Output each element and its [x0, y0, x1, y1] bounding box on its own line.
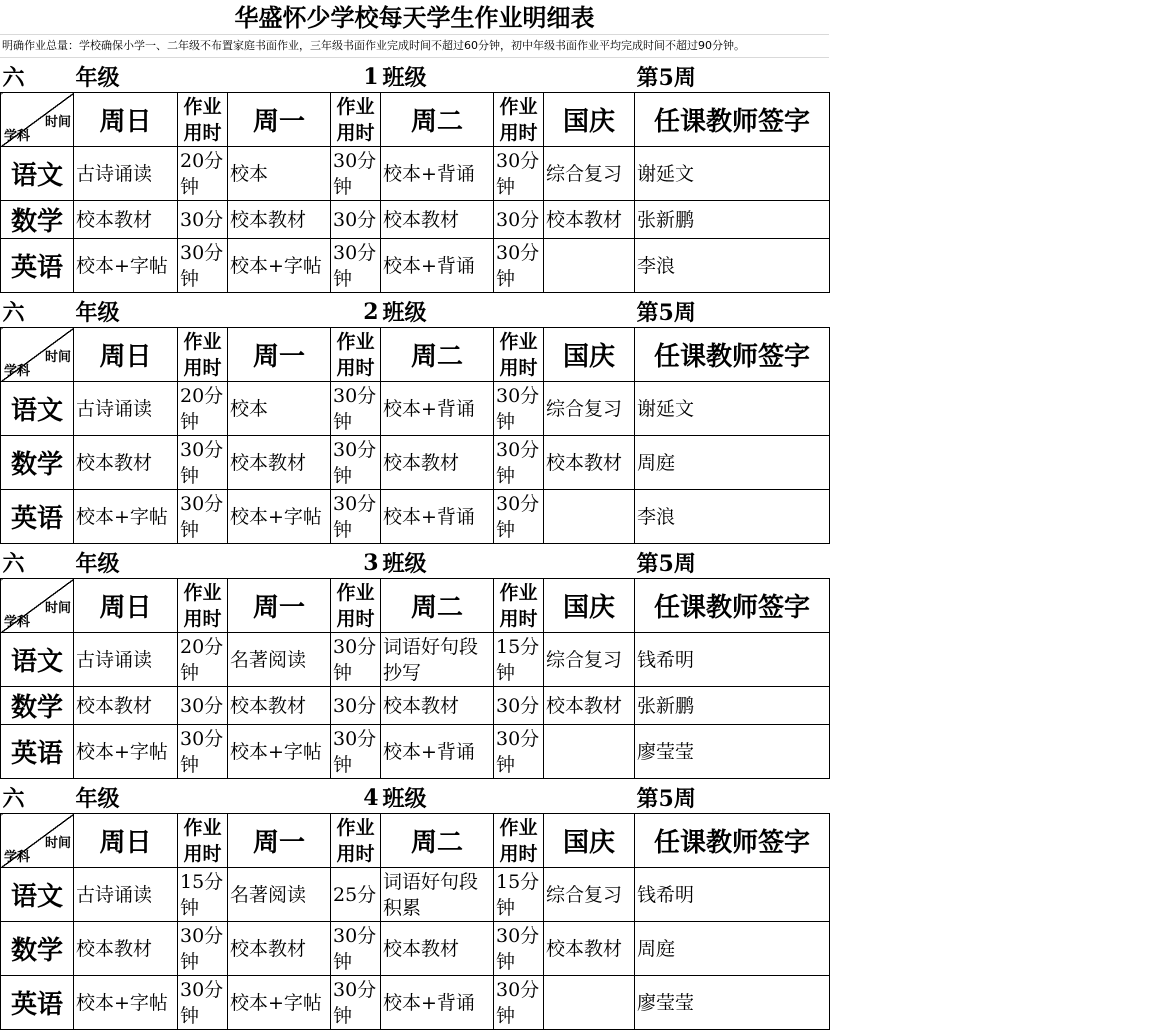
table-row — [1, 633, 830, 687]
week-label: 第5周 — [635, 544, 830, 579]
sunday-homework: 校本教材 — [74, 201, 178, 239]
teacher-signature: 李浪 — [635, 490, 830, 544]
tuesday-duration: 30分钟 — [494, 922, 544, 976]
monday-homework: 校本教材 — [228, 201, 331, 239]
sunday-homework: 古诗诵读 — [74, 868, 178, 922]
week-label: 第5周 — [635, 293, 830, 328]
corner-time-label: 时间 — [44, 350, 71, 365]
tuesday-duration: 15分钟 — [494, 868, 544, 922]
header-duration: 作业 用时 — [494, 93, 544, 147]
monday-duration: 30分钟 — [331, 490, 381, 544]
class-number: 4 — [178, 779, 381, 814]
teacher-signature: 张新鹏 — [635, 687, 830, 725]
grade-value: 六 — [1, 293, 74, 328]
corner-subject-label: 学科 — [4, 129, 31, 144]
sunday-homework: 古诗诵读 — [74, 382, 178, 436]
subject-cell: 英语 — [1, 490, 74, 544]
header-monday: 周一 — [228, 814, 331, 868]
header-duration: 作业 用时 — [178, 814, 228, 868]
sunday-homework: 校本教材 — [74, 687, 178, 725]
corner-subject-label: 学科 — [4, 850, 31, 865]
monday-duration: 30分钟 — [331, 976, 381, 1030]
monday-duration: 30分钟 — [331, 633, 381, 687]
class-number: 3 — [178, 544, 381, 579]
monday-homework: 校本教材 — [228, 436, 331, 490]
header-duration: 作业 用时 — [178, 328, 228, 382]
subject-cell: 语文 — [1, 147, 74, 201]
corner-time-label: 时间 — [44, 115, 71, 130]
header-duration: 作业 用时 — [178, 579, 228, 633]
tuesday-homework: 校本+背诵 — [381, 382, 494, 436]
table-header-row — [1, 93, 830, 147]
table-row — [1, 725, 830, 779]
header-teacher: 任课教师签字 — [635, 93, 830, 147]
monday-duration: 30分钟 — [331, 382, 381, 436]
teacher-signature: 廖莹莹 — [635, 976, 830, 1030]
sunday-duration: 30分钟 — [178, 976, 228, 1030]
subject-cell: 数学 — [1, 436, 74, 490]
monday-homework: 名著阅读 — [228, 633, 331, 687]
monday-homework: 校本+字帖 — [228, 976, 331, 1030]
sunday-homework: 古诗诵读 — [74, 633, 178, 687]
tuesday-duration: 15分钟 — [494, 633, 544, 687]
teacher-signature: 周庭 — [635, 922, 830, 976]
table-row — [1, 239, 830, 293]
grade-label: 年级 — [74, 58, 178, 93]
grade-value: 六 — [1, 544, 74, 579]
tuesday-homework: 校本+背诵 — [381, 725, 494, 779]
national-day-homework: 综合复习 — [544, 633, 635, 687]
tuesday-duration: 30分钟 — [494, 239, 544, 293]
class-sections — [0, 58, 829, 1030]
monday-duration: 30分钟 — [331, 239, 381, 293]
sunday-duration: 30分钟 — [178, 490, 228, 544]
monday-duration: 30分钟 — [331, 436, 381, 490]
monday-homework: 校本 — [228, 147, 331, 201]
sunday-homework: 校本+字帖 — [74, 725, 178, 779]
class-section — [0, 779, 830, 1030]
corner-cell — [1, 328, 74, 382]
monday-homework: 校本+字帖 — [228, 490, 331, 544]
monday-duration: 30分钟 — [331, 725, 381, 779]
teacher-signature: 钱希明 — [635, 633, 830, 687]
teacher-signature: 谢延文 — [635, 147, 830, 201]
header-duration: 作业 用时 — [494, 814, 544, 868]
grade-label: 年级 — [74, 544, 178, 579]
sunday-duration: 20分钟 — [178, 633, 228, 687]
tuesday-homework: 校本教材 — [381, 687, 494, 725]
subject-cell: 英语 — [1, 976, 74, 1030]
header-tuesday: 周二 — [381, 579, 494, 633]
tuesday-duration: 30分钟 — [494, 436, 544, 490]
notice-text: 明确作业总量：学校确保小学一、二年级不布置家庭书面作业，三年级书面作业完成时间不超过60分钟，初中年级书面作业平均完成时间不超过90分钟。 — [0, 35, 829, 58]
tuesday-duration: 30分钟 — [494, 976, 544, 1030]
week-label: 第5周 — [635, 58, 830, 93]
sunday-duration: 30分钟 — [178, 239, 228, 293]
corner-cell — [1, 93, 74, 147]
tuesday-duration: 30分钟 — [494, 147, 544, 201]
monday-homework: 校本+字帖 — [228, 239, 331, 293]
national-day-homework — [544, 490, 635, 544]
section-info-row — [1, 544, 830, 579]
monday-homework: 校本+字帖 — [228, 725, 331, 779]
table-row — [1, 382, 830, 436]
national-day-homework: 综合复习 — [544, 382, 635, 436]
header-national-day: 国庆 — [544, 579, 635, 633]
sunday-homework: 校本+字帖 — [74, 490, 178, 544]
monday-homework: 校本 — [228, 382, 331, 436]
header-tuesday: 周二 — [381, 93, 494, 147]
teacher-signature: 周庭 — [635, 436, 830, 490]
national-day-homework: 综合复习 — [544, 147, 635, 201]
corner-time-label: 时间 — [44, 601, 71, 616]
tuesday-duration: 30分钟 — [494, 490, 544, 544]
national-day-homework — [544, 725, 635, 779]
national-day-homework — [544, 976, 635, 1030]
table-header-row — [1, 579, 830, 633]
monday-duration: 30分 — [331, 687, 381, 725]
class-number: 2 — [178, 293, 381, 328]
class-section — [0, 293, 830, 544]
header-sunday: 周日 — [74, 93, 178, 147]
header-national-day: 国庆 — [544, 328, 635, 382]
header-duration: 作业 用时 — [331, 579, 381, 633]
monday-homework: 校本教材 — [228, 687, 331, 725]
tuesday-homework: 校本教材 — [381, 436, 494, 490]
class-label: 班级 — [381, 293, 544, 328]
subject-cell: 语文 — [1, 382, 74, 436]
monday-duration: 30分 — [331, 201, 381, 239]
tuesday-duration: 30分钟 — [494, 725, 544, 779]
table-row — [1, 201, 830, 239]
national-day-homework: 校本教材 — [544, 687, 635, 725]
section-info-row — [1, 293, 830, 328]
tuesday-duration: 30分 — [494, 687, 544, 725]
corner-subject-label: 学科 — [4, 364, 31, 379]
tuesday-duration: 30分 — [494, 201, 544, 239]
monday-duration: 30分钟 — [331, 922, 381, 976]
subject-cell: 数学 — [1, 687, 74, 725]
header-teacher: 任课教师签字 — [635, 814, 830, 868]
grade-value: 六 — [1, 779, 74, 814]
teacher-signature: 廖莹莹 — [635, 725, 830, 779]
header-sunday: 周日 — [74, 328, 178, 382]
tuesday-homework: 校本教材 — [381, 201, 494, 239]
class-number: 1 — [178, 58, 381, 93]
national-day-homework: 校本教材 — [544, 922, 635, 976]
monday-homework: 校本教材 — [228, 922, 331, 976]
header-duration: 作业 用时 — [494, 328, 544, 382]
sunday-duration: 15分钟 — [178, 868, 228, 922]
table-row — [1, 436, 830, 490]
class-section — [0, 544, 830, 779]
teacher-signature: 张新鹏 — [635, 201, 830, 239]
table-row — [1, 490, 830, 544]
header-duration: 作业 用时 — [178, 93, 228, 147]
header-tuesday: 周二 — [381, 328, 494, 382]
table-row — [1, 868, 830, 922]
subject-cell: 数学 — [1, 922, 74, 976]
header-teacher: 任课教师签字 — [635, 579, 830, 633]
teacher-signature: 李浪 — [635, 239, 830, 293]
header-duration: 作业 用时 — [331, 328, 381, 382]
section-info-row — [1, 779, 830, 814]
header-sunday: 周日 — [74, 814, 178, 868]
header-monday: 周一 — [228, 579, 331, 633]
sunday-duration: 30分钟 — [178, 922, 228, 976]
subject-cell: 英语 — [1, 239, 74, 293]
corner-time-label: 时间 — [44, 836, 71, 851]
subject-cell: 语文 — [1, 633, 74, 687]
national-day-homework — [544, 239, 635, 293]
sunday-duration: 20分钟 — [178, 147, 228, 201]
header-monday: 周一 — [228, 93, 331, 147]
header-sunday: 周日 — [74, 579, 178, 633]
tuesday-homework: 词语好句段积累 — [381, 868, 494, 922]
table-row — [1, 687, 830, 725]
class-label: 班级 — [381, 779, 544, 814]
class-section — [0, 58, 830, 293]
sunday-duration: 30分钟 — [178, 725, 228, 779]
sunday-homework: 校本教材 — [74, 922, 178, 976]
sunday-homework: 校本+字帖 — [74, 976, 178, 1030]
subject-cell: 数学 — [1, 201, 74, 239]
week-label: 第5周 — [635, 779, 830, 814]
national-day-homework: 校本教材 — [544, 436, 635, 490]
header-national-day: 国庆 — [544, 814, 635, 868]
tuesday-homework: 校本+背诵 — [381, 239, 494, 293]
sunday-homework: 校本教材 — [74, 436, 178, 490]
subject-cell: 英语 — [1, 725, 74, 779]
sunday-homework: 古诗诵读 — [74, 147, 178, 201]
class-label: 班级 — [381, 544, 544, 579]
header-duration: 作业 用时 — [331, 93, 381, 147]
national-day-homework: 综合复习 — [544, 868, 635, 922]
header-monday: 周一 — [228, 328, 331, 382]
section-info-row — [1, 58, 830, 93]
grade-value: 六 — [1, 58, 74, 93]
corner-subject-label: 学科 — [4, 615, 31, 630]
table-row — [1, 922, 830, 976]
sunday-duration: 20分钟 — [178, 382, 228, 436]
table-row — [1, 147, 830, 201]
header-tuesday: 周二 — [381, 814, 494, 868]
sunday-duration: 30分钟 — [178, 436, 228, 490]
table-row — [1, 976, 830, 1030]
header-national-day: 国庆 — [544, 93, 635, 147]
sheet-title: 华盛怀少学校每天学生作业明细表 — [0, 0, 829, 35]
tuesday-homework: 校本+背诵 — [381, 147, 494, 201]
monday-homework: 名著阅读 — [228, 868, 331, 922]
sunday-homework: 校本+字帖 — [74, 239, 178, 293]
tuesday-duration: 30分钟 — [494, 382, 544, 436]
table-header-row — [1, 328, 830, 382]
teacher-signature: 谢延文 — [635, 382, 830, 436]
corner-cell — [1, 579, 74, 633]
grade-label: 年级 — [74, 293, 178, 328]
tuesday-homework: 校本+背诵 — [381, 490, 494, 544]
tuesday-homework: 校本+背诵 — [381, 976, 494, 1030]
class-label: 班级 — [381, 58, 544, 93]
header-duration: 作业 用时 — [494, 579, 544, 633]
tuesday-homework: 词语好句段抄写 — [381, 633, 494, 687]
monday-duration: 25分 — [331, 868, 381, 922]
national-day-homework: 校本教材 — [544, 201, 635, 239]
header-duration: 作业 用时 — [331, 814, 381, 868]
subject-cell: 语文 — [1, 868, 74, 922]
tuesday-homework: 校本教材 — [381, 922, 494, 976]
table-header-row — [1, 814, 830, 868]
teacher-signature: 钱希明 — [635, 868, 830, 922]
header-teacher: 任课教师签字 — [635, 328, 830, 382]
sunday-duration: 30分 — [178, 687, 228, 725]
grade-label: 年级 — [74, 779, 178, 814]
corner-cell — [1, 814, 74, 868]
sunday-duration: 30分 — [178, 201, 228, 239]
monday-duration: 30分钟 — [331, 147, 381, 201]
